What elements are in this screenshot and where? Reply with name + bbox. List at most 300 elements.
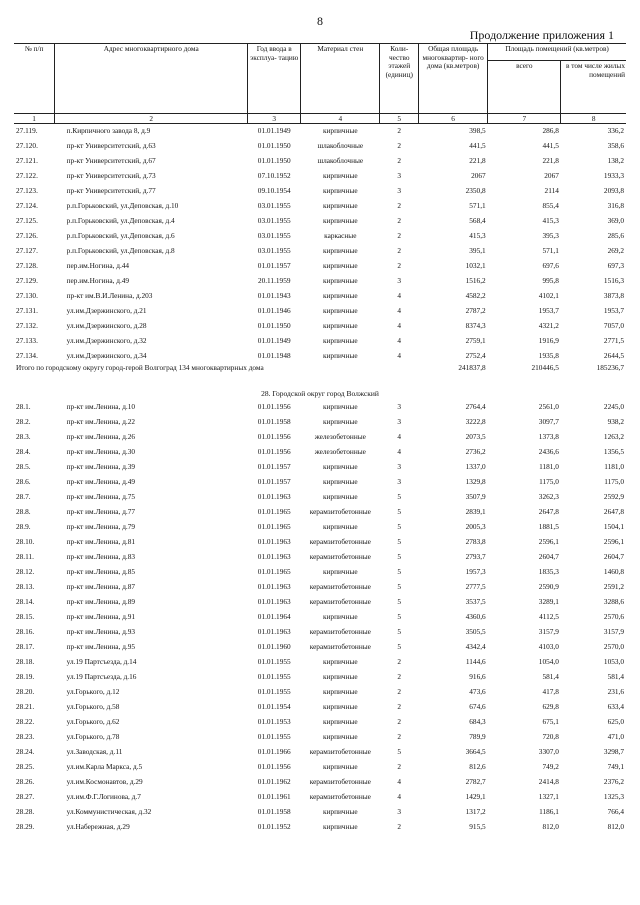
table-row [14,229,626,244]
premises-all-cell: 3289,1 [538,597,559,607]
table-row [14,685,626,700]
total-area-cell: 1329,8 [465,477,486,487]
premises-all-cell: 2436,6 [538,447,559,457]
total-area-cell: 441,5 [469,141,486,151]
premises-all-cell: 4102,1 [538,291,559,301]
row-number: 28.28. [16,807,35,817]
premises-all-cell: 749,2 [542,762,559,772]
total-area-cell: 2005,3 [465,522,486,532]
premises-living-cell: 1053,0 [603,657,624,667]
header-num: № п/п [14,44,55,114]
year-cell: 01.01.1955 [257,672,291,682]
year-cell: 01.01.1948 [257,351,291,361]
material-cell: керамзитобетонные [309,597,371,607]
year-cell: 01.01.1956 [257,432,291,442]
year-cell: 01.01.1954 [257,702,291,712]
column-number: 3 [248,114,301,124]
row-number: 28.13. [16,582,35,592]
material-cell: керамзитобетонные [309,642,371,652]
row-number: 27.121. [16,156,38,166]
header-year: Год ввода в эксплуа- тацию [248,44,301,114]
material-cell: железобетонные [314,447,366,457]
row-number: 28.7. [16,492,31,502]
premises-all-cell: 812,0 [542,822,559,832]
header-floors: Коли- чество этажей (единиц) [380,44,419,114]
row-number: 27.133. [16,336,38,346]
total-area-cell: 2764,4 [465,402,486,412]
premises-all-cell: 2114 [544,186,559,196]
premises-all-cell: 571,1 [542,246,559,256]
total-area-cell: 916,6 [469,672,486,682]
address-cell: ул.им.Дзержинского, д.32 [66,336,147,346]
row-number: 28.27. [16,792,35,802]
year-cell: 03.01.1955 [257,216,291,226]
total-area-cell: 1032,1 [465,261,486,271]
total-area-cell: 415,3 [469,231,486,241]
floors-cell: 3 [397,171,402,181]
premises-all-cell: 1054,0 [538,657,559,667]
total-area-cell: 2752,4 [465,351,486,361]
year-cell: 01.01.1957 [257,462,291,472]
premises-all-cell: 286,8 [542,126,559,136]
premises-living-cell: 316,8 [607,201,624,211]
premises-living-cell: 1460,8 [603,567,624,577]
floors-cell: 4 [397,777,402,787]
total-area-cell: 398,5 [469,126,486,136]
premises-all-cell: 3097,7 [538,417,559,427]
table-row [14,580,626,595]
table-row [14,400,626,415]
address-cell: пр-кт им.Ленина, д.95 [66,642,136,652]
address-cell: ул.Набережная, д.29 [66,822,130,832]
table-row [14,169,626,184]
table-row [14,820,626,835]
header-material: Материал стен [301,44,380,114]
material-cell: железобетонные [314,432,366,442]
premises-all-cell: 2590,9 [538,582,559,592]
premises-all-cell: 417,8 [542,687,559,697]
year-cell: 01.01.1964 [257,612,291,622]
year-cell: 01.01.1950 [257,156,291,166]
premises-all-cell: 1181,0 [539,462,559,472]
address-cell: пр-кт им.Ленина, д.91 [66,612,136,622]
total-area-cell: 3664,5 [465,747,486,757]
floors-cell: 5 [397,582,402,592]
floors-cell: 5 [397,642,402,652]
table-row [14,184,626,199]
row-number: 27.119. [16,126,38,136]
address-cell: пр-кт им.Ленина, д.85 [66,567,136,577]
floors-cell: 5 [397,612,402,622]
total-area-cell: 1957,3 [465,567,486,577]
material-cell: кирпичные [322,336,358,346]
table-row [14,610,626,625]
row-number: 28.5. [16,462,31,472]
table-row [14,274,626,289]
floors-cell: 2 [397,657,402,667]
total-living: 185236,7 [596,364,624,372]
premises-living-cell: 766,4 [607,807,624,817]
premises-living-cell: 231,6 [607,687,624,697]
year-cell: 01.01.1965 [257,522,291,532]
year-cell: 09.10.1954 [257,186,291,196]
row-number: 27.130. [16,291,38,301]
total-area-cell: 684,3 [469,717,486,727]
address-cell: р.п.Горьковский, ул.Деповская, д.4 [66,216,175,226]
floors-cell: 4 [397,291,402,301]
table-row [14,289,626,304]
column-number: 2 [55,114,248,124]
premises-living-cell: 633,4 [607,702,624,712]
premises-living-cell: 2570,6 [603,612,624,622]
row-number: 28.23. [16,732,35,742]
floors-cell: 5 [397,627,402,637]
total-area-cell: 2736,2 [465,447,486,457]
year-cell: 01.01.1963 [257,537,291,547]
premises-living-cell: 285,6 [607,231,624,241]
material-cell: керамзитобетонные [309,552,371,562]
floors-cell: 3 [397,417,402,427]
year-cell: 01.01.1963 [257,627,291,637]
total-area-cell: 4360,6 [465,612,486,622]
total-area-cell: 571,1 [469,201,486,211]
row-number: 28.8. [16,507,31,517]
year-cell: 01.01.1960 [257,642,291,652]
column-number: 5 [380,114,419,124]
year-cell: 01.01.1965 [257,567,291,577]
premises-living-cell: 2771,5 [603,336,624,346]
year-cell: 01.01.1946 [257,306,291,316]
material-cell: керамзитобетонные [309,537,371,547]
premises-living-cell: 2376,2 [603,777,624,787]
floors-cell: 4 [397,336,402,346]
year-cell: 07.10.1952 [257,171,291,181]
floors-cell: 2 [397,687,402,697]
row-number: 28.14. [16,597,35,607]
address-cell: пр-кт им.Ленина, д.79 [66,522,136,532]
premises-living-cell: 7057,0 [603,321,624,331]
total-area-cell: 2787,2 [465,306,486,316]
total-area-cell: 1317,2 [465,807,486,817]
address-cell: ул.Горького, д.58 [66,702,120,712]
premises-all-cell: 1953,7 [538,306,559,316]
premises-all-cell: 2604,7 [538,552,559,562]
year-cell: 01.01.1955 [257,687,291,697]
premises-living-cell: 2570,0 [603,642,624,652]
material-cell: кирпичные [322,522,358,532]
premises-all-cell: 1373,8 [538,432,559,442]
row-number: 28.1. [16,402,31,412]
address-cell: пр-кт им.Ленина, д.75 [66,492,136,502]
premises-all-cell: 1935,8 [538,351,559,361]
premises-all-cell: 855,4 [542,201,559,211]
premises-all-cell: 2647,8 [538,507,559,517]
table-row [14,124,626,140]
premises-living-cell: 2596,1 [603,537,624,547]
row-number: 28.9. [16,522,31,532]
total-area-cell: 568,4 [469,216,486,226]
row-number: 27.128. [16,261,38,271]
address-cell: ул.им.Дзержинского, д.28 [66,321,147,331]
total-area-cell: 1516,2 [465,276,486,286]
table-row [14,445,626,460]
year-cell: 01.01.1965 [257,507,291,517]
table-row [14,490,626,505]
total-area-cell: 2793,7 [465,552,486,562]
row-number: 28.26. [16,777,35,787]
material-cell: кирпичные [322,492,358,502]
floors-cell: 2 [397,762,402,772]
premises-all-cell: 697,6 [542,261,559,271]
material-cell: кирпичные [322,717,358,727]
premises-all-cell: 1916,9 [538,336,559,346]
address-cell: пр-кт им.Ленина, д.77 [66,507,136,517]
address-cell: п.Кирпичного завода 8, д.9 [66,126,151,136]
row-number: 27.127. [16,246,38,256]
material-cell: кирпичные [322,321,358,331]
address-cell: ул.Заводская, д.11 [66,747,123,757]
premises-living-cell: 138,2 [607,156,624,166]
address-cell: пр-кт им.Ленина, д.87 [66,582,136,592]
premises-all-cell: 4321,2 [538,321,559,331]
row-number: 28.10. [16,537,35,547]
floors-cell: 2 [397,246,402,256]
year-cell: 01.01.1958 [257,807,291,817]
table-row [14,304,626,319]
column-number: 6 [419,114,488,124]
total-area-cell: 2777,5 [465,582,486,592]
year-cell: 01.01.1950 [257,141,291,151]
row-number: 28.29. [16,822,35,832]
floors-cell: 4 [397,321,402,331]
table-row [14,475,626,490]
floors-cell: 3 [397,807,402,817]
row-number: 27.134. [16,351,38,361]
table-row [14,565,626,580]
page-number: 8 [317,14,323,28]
row-number: 28.25. [16,762,35,772]
floors-cell: 4 [397,351,402,361]
total-area-cell: 812,6 [469,762,486,772]
row-number: 27.129. [16,276,38,286]
row-number: 27.125. [16,216,38,226]
address-cell: р.п.Горьковский, ул.Деповская, д.6 [66,231,175,241]
premises-all-cell: 3157,9 [538,627,559,637]
table-row [14,154,626,169]
row-number: 28.3. [16,432,31,442]
table-row [14,505,626,520]
premises-living-cell: 938,2 [607,417,624,427]
material-cell: кирпичные [322,822,358,832]
address-cell: пр-кт им.Ленина, д.22 [66,417,136,427]
premises-living-cell: 369,0 [607,216,624,226]
row-number: 28.20. [16,687,35,697]
row-number: 28.15. [16,612,35,622]
year-cell: 01.01.1956 [257,402,291,412]
premises-all-cell: 2596,1 [538,537,559,547]
address-cell: р.п.Горьковский, ул.Деповская, д.10 [66,201,179,211]
premises-living-cell: 2093,8 [603,186,624,196]
premises-all-cell: 221,8 [542,156,559,166]
year-cell: 01.01.1949 [257,126,291,136]
address-cell: ул.Горького, д.78 [66,732,120,742]
premises-living-cell: 3288,6 [603,597,624,607]
year-cell: 01.01.1962 [257,777,291,787]
total-label: Итого по городскому округу город-герой Волгоград 134 многоквартирных дома [16,364,264,372]
row-number: 28.22. [16,717,35,727]
row-number: 27.124. [16,201,38,211]
table-row [14,550,626,565]
year-cell: 01.01.1963 [257,597,291,607]
premises-all-cell: 1835,3 [538,567,559,577]
section-row [14,388,626,400]
material-cell: кирпичные [322,306,358,316]
address-cell: пр-кт им.Ленина, д.39 [66,462,136,472]
floors-cell: 2 [397,822,402,832]
address-cell: пр-кт им.Ленина, д.26 [66,432,136,442]
material-cell: кирпичные [322,672,358,682]
premises-all-cell: 720,8 [542,732,559,742]
premises-all-cell: 995,8 [542,276,559,286]
material-cell: кирпичные [322,417,358,427]
address-cell: ул.Горького, д.12 [66,687,120,697]
material-cell: кирпичные [322,216,358,226]
year-cell: 01.01.1963 [257,492,291,502]
table-row [14,139,626,154]
address-cell: ул.19 Партсъезда, д.14 [66,657,137,667]
premises-living-cell: 3157,9 [603,627,624,637]
material-cell: кирпичные [322,201,358,211]
row-number: 27.122. [16,171,38,181]
total-area-cell: 3537,5 [465,597,486,607]
address-cell: пр-кт им.Ленина, д.93 [66,627,136,637]
premises-living-cell: 2647,8 [603,507,624,517]
material-cell: кирпичные [322,246,358,256]
row-number: 27.132. [16,321,38,331]
total-area-cell: 2350,8 [465,186,486,196]
premises-all-cell: 675,1 [542,717,559,727]
floors-cell: 4 [397,792,402,802]
premises-all-cell: 2414,8 [538,777,559,787]
address-cell: пр-кт им.Ленина, д.89 [66,597,136,607]
year-cell: 01.01.1955 [257,657,291,667]
address-cell: пр-кт им.Ленина, д.81 [66,537,136,547]
floors-cell: 4 [397,432,402,442]
table-row [14,535,626,550]
total-area-cell: 3505,5 [465,627,486,637]
year-cell: 01.01.1952 [257,822,291,832]
premises-living-cell: 1181,0 [604,462,624,472]
premises-all-cell: 415,3 [542,216,559,226]
floors-cell: 2 [397,201,402,211]
table-row [14,319,626,334]
total-area-cell: 2759,1 [465,336,486,346]
floors-cell: 3 [397,462,402,472]
year-cell: 01.01.1957 [257,477,291,487]
year-cell: 20.11.1959 [257,276,291,286]
total-area-cell: 2839,1 [465,507,486,517]
premises-living-cell: 471,0 [607,732,624,742]
year-cell: 01.01.1956 [257,447,291,457]
header-premises: Площадь помещений (кв.метров) [488,44,626,61]
material-cell: керамзитобетонные [309,747,371,757]
total-area-cell: 4582,2 [465,291,486,301]
floors-cell: 5 [397,537,402,547]
floors-cell: 3 [397,402,402,412]
table-row [14,334,626,349]
column-number: 4 [301,114,380,124]
premises-living-cell: 2591,2 [603,582,624,592]
premises-living-cell: 1504,1 [603,522,624,532]
total-area-cell: 2782,7 [465,777,486,787]
year-cell: 01.01.1963 [257,552,291,562]
material-cell: кирпичные [322,171,358,181]
address-cell: пр-кт Университетский, д.77 [66,186,156,196]
floors-cell: 2 [397,702,402,712]
floors-cell: 2 [397,717,402,727]
total-all: 210446,5 [531,364,559,372]
material-cell: кирпичные [322,402,358,412]
total-area-cell: 789,9 [469,732,486,742]
row-number: 27.120. [16,141,38,151]
year-cell: 01.01.1963 [257,582,291,592]
total-area-cell: 1144,6 [465,657,486,667]
premises-all-cell: 1175,0 [539,477,559,487]
address-cell: пр-кт Университетский, д.73 [66,171,156,181]
year-cell: 01.01.1966 [257,747,291,757]
apartment-buildings-table [14,43,626,835]
address-cell: ул.им.Дзержинского, д.21 [66,306,147,316]
material-cell: кирпичные [322,126,358,136]
table-row [14,640,626,655]
row-number: 27.123. [16,186,38,196]
address-cell: пр-кт им.Ленина, д.10 [66,402,136,412]
address-cell: ул.им.Дзержинского, д.34 [66,351,147,361]
premises-living-cell: 1933,3 [603,171,624,181]
floors-cell: 5 [397,597,402,607]
premises-living-cell: 812,0 [607,822,624,832]
material-cell: кирпичные [322,291,358,301]
year-cell: 01.01.1958 [257,417,291,427]
floors-cell: 3 [397,276,402,286]
premises-living-cell: 581,4 [607,672,624,682]
premises-all-cell: 4112,5 [539,612,559,622]
total-area-cell: 1337,0 [465,462,486,472]
total-area-cell: 2067 [471,171,486,181]
year-cell: 03.01.1955 [257,231,291,241]
material-cell: керамзитобетонные [309,777,371,787]
table-row [14,670,626,685]
row-number: 28.11. [16,552,34,562]
table-row [14,595,626,610]
address-cell: пр-кт им.Ленина, д.83 [66,552,136,562]
premises-living-cell: 749,1 [607,762,624,772]
table-row [14,520,626,535]
address-cell: ул.им.Карла Маркса, д.5 [66,762,143,772]
row-number: 28.2. [16,417,31,427]
premises-all-cell: 441,5 [542,141,559,151]
material-cell: керамзитобетонные [309,792,371,802]
material-cell: кирпичные [322,477,358,487]
premises-living-cell: 269,2 [607,246,624,256]
table-row [14,259,626,274]
total-area-cell: 1429,1 [465,792,486,802]
row-number: 28.19. [16,672,35,682]
total-area-cell: 2783,8 [465,537,486,547]
row-number: 28.16. [16,627,35,637]
table-row [14,805,626,820]
table-row [14,625,626,640]
